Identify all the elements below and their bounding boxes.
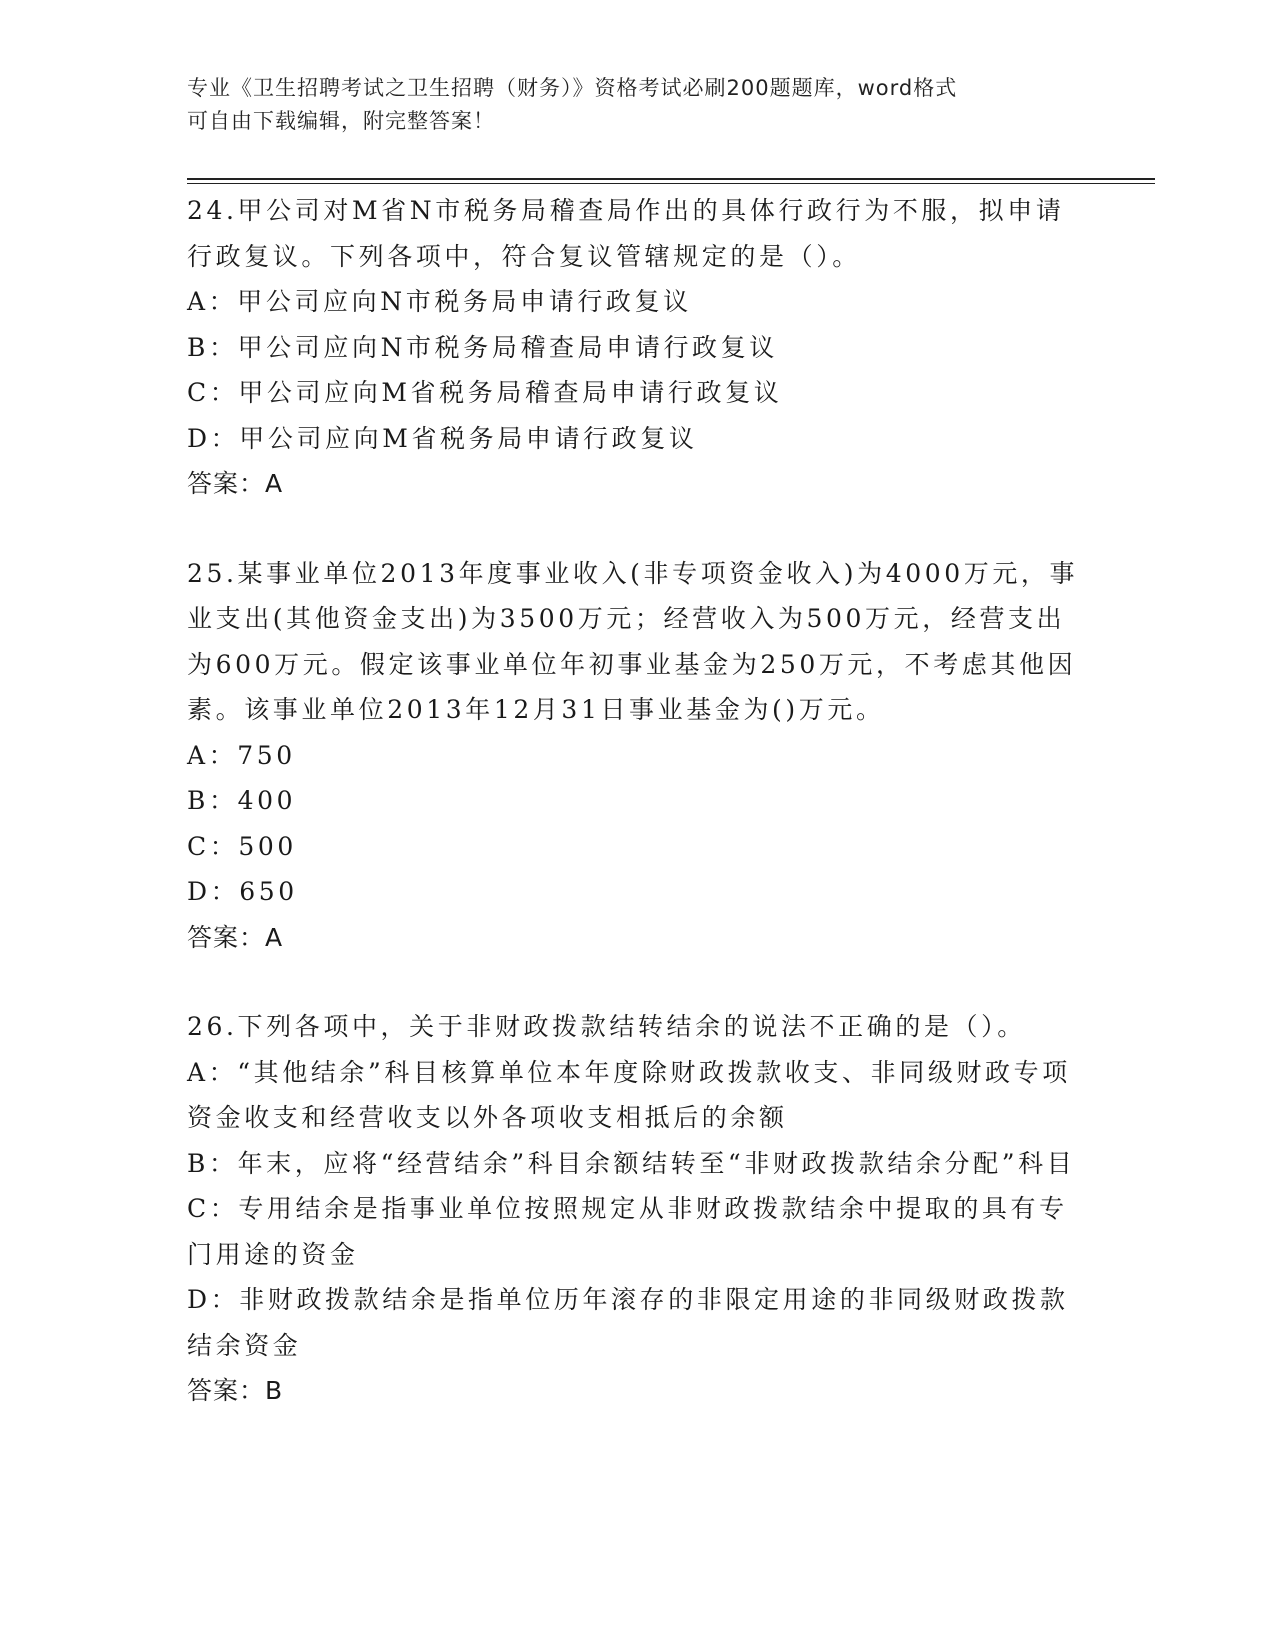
option-c: C：500	[187, 831, 297, 861]
option-d: D：650	[187, 877, 298, 906]
option-d: D：非财政拨款结余是指单位历年滚存的非限定用途的非同级财政拨款结余资金	[187, 1285, 1069, 1360]
option-c: C：专用结余是指事业单位按照规定从非财政拨款结余中提取的具有专门用途的资金	[187, 1194, 1068, 1269]
question-24	[187, 188, 1087, 507]
option-a: A：“其他结余”科目核算单位本年度除财政拨款收支、非同级财政专项资金收支和经营收支以外各项收支相抵后的余额	[187, 1057, 1071, 1132]
answer: 答案：A	[187, 469, 284, 498]
question-stem: 25.某事业单位2013年度事业收入(非专项资金收入)为4000万元，事业支出(其他资金支出)为3500万元；经营收入为500万元，经营支出为600万元。假定该事业单位年初事业基金为250万元，不考虑其他因素。该事业单位2013年12月31日事业基金为()万元。	[187, 558, 1079, 724]
question-25	[187, 551, 1087, 961]
question-stem: 26.下列各项中，关于非财政拨款结转结余的说法不正确的是（）。	[187, 1012, 1026, 1041]
question-list	[187, 188, 1087, 1458]
option-b: B：年末，应将“经营结余”科目余额结转至“非财政拨款结余分配”科目	[187, 1148, 1076, 1178]
option-d: D：甲公司应向M省税务局申请行政复议	[187, 423, 698, 453]
option-b: B：甲公司应向N市税务局稽查局申请行政复议	[187, 332, 778, 362]
answer: 答案：A	[187, 922, 284, 952]
option-c: C：甲公司应向M省税务局稽查局申请行政复议	[187, 378, 783, 407]
header-line-2: 可自由下载编辑，附完整答案！	[187, 109, 495, 133]
question-stem: 24.甲公司对M省N市税务局稽查局作出的具体行政行为不服，拟申请行政复议。下列各项中，符合复议管辖规定的是（）。	[187, 196, 1065, 271]
header-divider	[187, 178, 1155, 180]
header-line-1: 专业《卫生招聘考试之卫生招聘（财务）》资格考试必刷200题题库，word格式	[187, 76, 958, 100]
answer: 答案：B	[187, 1376, 284, 1405]
option-a: A：甲公司应向N市税务局申请行政复议	[187, 287, 692, 316]
header-divider-thin	[187, 183, 1155, 184]
option-a: A：750	[187, 740, 296, 770]
question-26	[187, 1004, 1087, 1414]
option-b: B：400	[187, 786, 297, 815]
document-header	[187, 72, 1067, 138]
